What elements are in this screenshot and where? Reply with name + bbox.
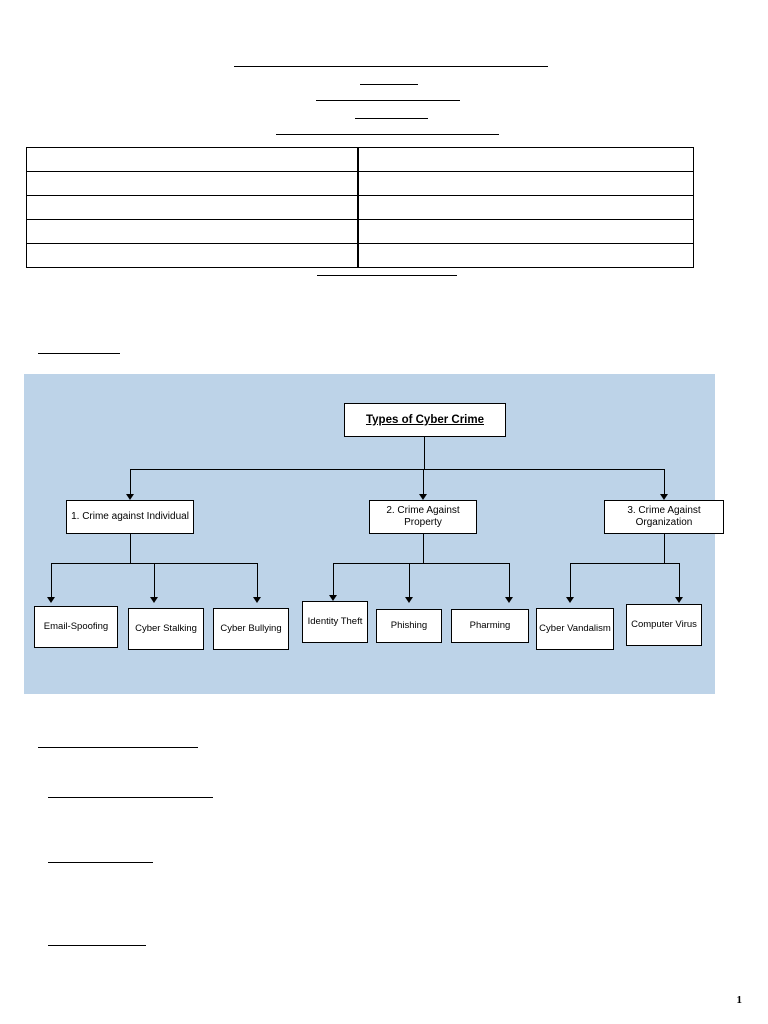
diagram-leaf-phishing xyxy=(376,609,442,643)
diagram-leaf-cyber-vandalism xyxy=(536,608,614,650)
line-rule-3 xyxy=(276,134,499,135)
arrow-b1-child1 xyxy=(47,597,55,603)
table-cell xyxy=(27,148,359,172)
table-cell xyxy=(27,172,359,196)
diagram-leaf-label: Computer Virus xyxy=(631,619,697,631)
connector-level1-bus xyxy=(130,469,665,470)
connector-b1-child2 xyxy=(154,563,155,600)
diagram-leaf-label: Phishing xyxy=(390,620,428,632)
connector-b3-child1 xyxy=(570,563,571,600)
section-rule-4 xyxy=(48,862,153,863)
diagram-leaf-label: Cyber Vandalism xyxy=(539,623,611,635)
table-cell xyxy=(358,196,694,220)
connector-branch2-stem xyxy=(423,469,424,497)
table-cell xyxy=(358,148,694,172)
connector-b3-child2 xyxy=(679,563,680,600)
connector-b2-down xyxy=(423,534,424,564)
arrow-b3-child1 xyxy=(566,597,574,603)
table-row xyxy=(27,196,694,220)
table-row xyxy=(27,172,694,196)
diagram-branch-label-1: 1. Crime against Individual xyxy=(71,511,189,522)
arrow-b1-child2 xyxy=(150,597,158,603)
diagram-leaf-identity-theft xyxy=(302,601,368,643)
connector-b2-child1 xyxy=(333,563,334,598)
line-rule-2 xyxy=(355,118,428,119)
connector-b1-child3 xyxy=(257,563,258,600)
diagram-leaf-label: Cyber Stalking xyxy=(135,623,197,635)
section-rule-5 xyxy=(48,945,146,946)
section-rule-3 xyxy=(48,797,213,798)
section-rule-1 xyxy=(38,353,120,354)
arrow-b1-child3 xyxy=(253,597,261,603)
diagram-leaf-label: Cyber Bullying xyxy=(220,623,282,635)
connector-root-stem xyxy=(424,437,425,470)
diagram-leaf-pharming xyxy=(451,609,529,643)
connector-b1-down xyxy=(130,534,131,564)
section-rule-2 xyxy=(38,747,198,748)
connector-b3-bus xyxy=(570,563,680,564)
table-cell xyxy=(27,244,359,268)
diagram-leaf-label: Pharming xyxy=(469,620,511,632)
subtitle-rule xyxy=(360,84,418,85)
arrow-b2-child3 xyxy=(505,597,513,603)
table-row xyxy=(27,220,694,244)
table-row xyxy=(27,148,694,172)
connector-b2-child2 xyxy=(409,563,410,600)
caption-rule xyxy=(317,275,457,276)
table-cell xyxy=(358,172,694,196)
diagram-branch-label-2: 2. Crime Against Property xyxy=(386,505,460,528)
table-cell xyxy=(358,244,694,268)
line-rule-1 xyxy=(316,100,460,101)
connector-b3-down xyxy=(664,534,665,564)
connector-b2-bus xyxy=(333,563,510,564)
table-row xyxy=(27,244,694,268)
diagram-leaf-email-spoofing xyxy=(34,606,118,648)
diagram-root-node xyxy=(344,403,506,437)
diagram-leaf-computer-virus xyxy=(626,604,702,646)
connector-b2-child3 xyxy=(509,563,510,600)
diagram-leaf-label: Email-Spoofing xyxy=(43,621,109,633)
connector-branch1-stem xyxy=(130,469,131,497)
page-number: 1 xyxy=(736,994,742,1006)
diagram-leaf-label: Identity Theft xyxy=(307,616,363,628)
diagram-branch-node-3 xyxy=(604,500,724,534)
arrow-b2-child2 xyxy=(405,597,413,603)
diagram-leaf-cyber-stalking xyxy=(128,608,204,650)
table-cell xyxy=(27,196,359,220)
cyber-crime-diagram xyxy=(24,374,715,694)
diagram-branch-label-3: 3. Crime Against Organization xyxy=(627,505,701,528)
connector-b1-child1 xyxy=(51,563,52,600)
content-table xyxy=(26,147,694,268)
diagram-leaf-cyber-bullying xyxy=(213,608,289,650)
table-cell xyxy=(27,220,359,244)
connector-branch3-stem xyxy=(664,469,665,497)
table-cell xyxy=(358,220,694,244)
diagram-branch-node-2 xyxy=(369,500,477,534)
title-rule xyxy=(234,66,548,67)
arrow-b3-child2 xyxy=(675,597,683,603)
diagram-root-label: Types of Cyber Crime xyxy=(365,413,484,426)
diagram-branch-node-1 xyxy=(66,500,194,534)
